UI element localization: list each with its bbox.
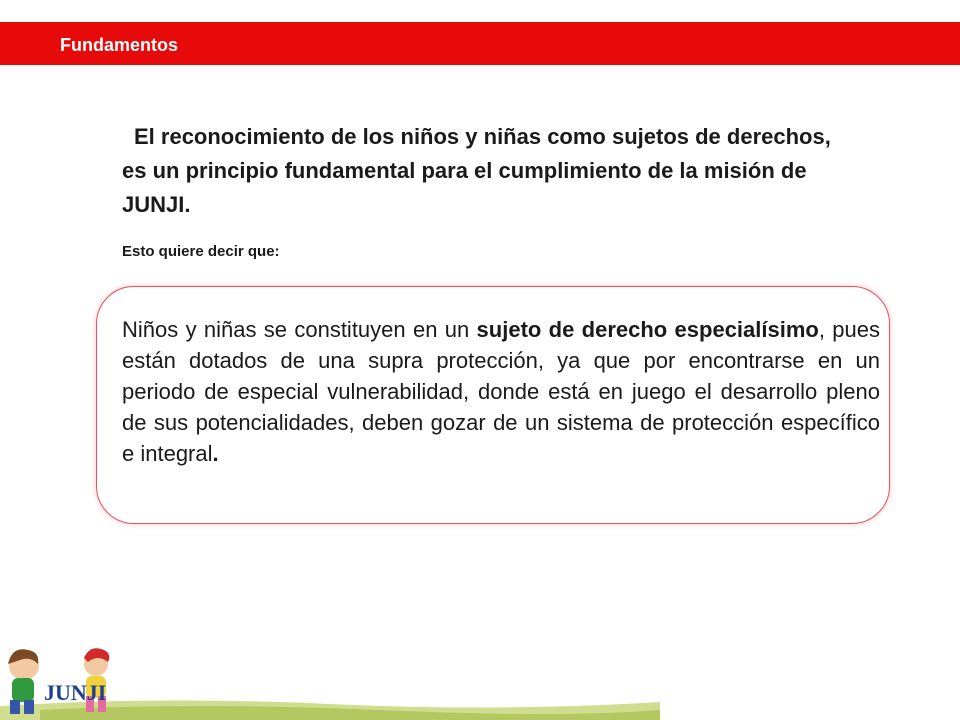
highlight-box-text [122, 314, 880, 469]
intro-paragraph [122, 120, 852, 222]
box-text-part1: Niños y niñas se constituyen en un [122, 317, 477, 342]
footer-decoration [0, 640, 660, 720]
subheading: Esto quiere decir que: [122, 243, 280, 260]
junji-logo: JUNJI [44, 680, 107, 705]
header-title: Fundamentos [60, 35, 179, 55]
box-text-part2: , pues están dotados de una supra protección, ya que por encontrarse en un periodo de especial vulnerabilidad, donde está en juego el desarrollo pleno de sus potencialidades, deben gozar de un sistema de protección específico e integral [122, 317, 880, 466]
box-text-period: . [212, 441, 219, 466]
box-text-bold: sujeto de derecho especialísimo [476, 317, 819, 342]
intro-text: El reconocimiento de los niños y niñas como sujetos de derechos, es un principio fundamental para el cumplimiento de la misión de JUNJI. [122, 124, 831, 217]
